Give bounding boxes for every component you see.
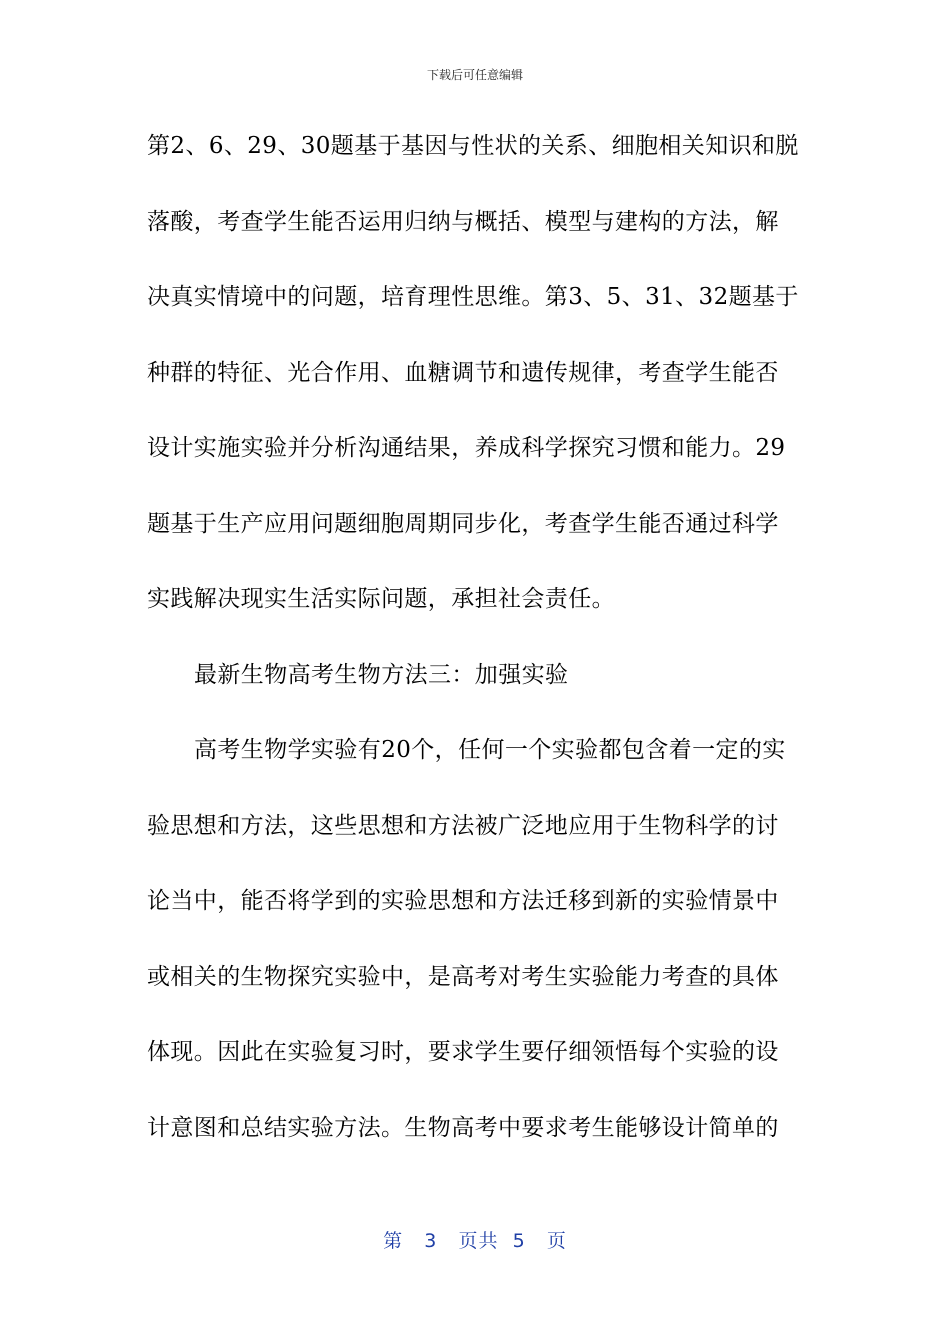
footer-current-page: 3 (424, 1230, 438, 1252)
footer-middle: 页共 (458, 1230, 499, 1252)
text-line: 决真实情境中的问题，培育理性思维。第3、5、31、32题基于 (147, 284, 799, 310)
text-line: 体现。因此在实验复习时，要求学生要仔细领悟每个实验的设 (147, 1039, 779, 1065)
text-line: 高考生物学实验有20个，任何一个实验都包含着一定的实 (194, 737, 786, 763)
footer-prefix: 第 (383, 1230, 404, 1252)
text-line: 落酸，考查学生能否运用归纳与概括、模型与建构的方法，解 (147, 208, 779, 235)
text-line: 种群的特征、光合作用、血糖调节和遗传规律，考查学生能否 (147, 359, 779, 386)
text-line: 或相关的生物探究实验中，是高考对考生实验能力考查的具体 (147, 963, 779, 990)
text-line: 题基于生产应用问题细胞周期同步化，考查学生能否通过科学 (147, 510, 779, 537)
text-line: 计意图和总结实验方法。生物高考中要求考生能够设计简单的 (147, 1114, 779, 1141)
section-heading: 最新生物高考生物方法三：加强实验 (194, 661, 569, 688)
page-footer (0, 1226, 950, 1253)
text-line: 设计实施实验并分析沟通结果，养成科学探究习惯和能力。29 (147, 435, 786, 461)
footer-total-pages: 5 (512, 1230, 526, 1252)
footer-suffix: 页 (546, 1230, 567, 1252)
text-line: 实践解决现实生活实际问题，承担社会责任。 (147, 586, 615, 612)
text-line: 第2、6、29、30题基于基因与性状的关系、细胞相关知识和脱 (147, 133, 799, 159)
text-line: 验思想和方法，这些思想和方法被广泛地应用于生物科学的讨 (147, 812, 779, 839)
page-header: 下载后可任意编辑 (426, 68, 523, 82)
text-line: 论当中，能否将学到的实验思想和方法迁移到新的实验情景中 (147, 888, 779, 914)
document-body (147, 124, 807, 1181)
